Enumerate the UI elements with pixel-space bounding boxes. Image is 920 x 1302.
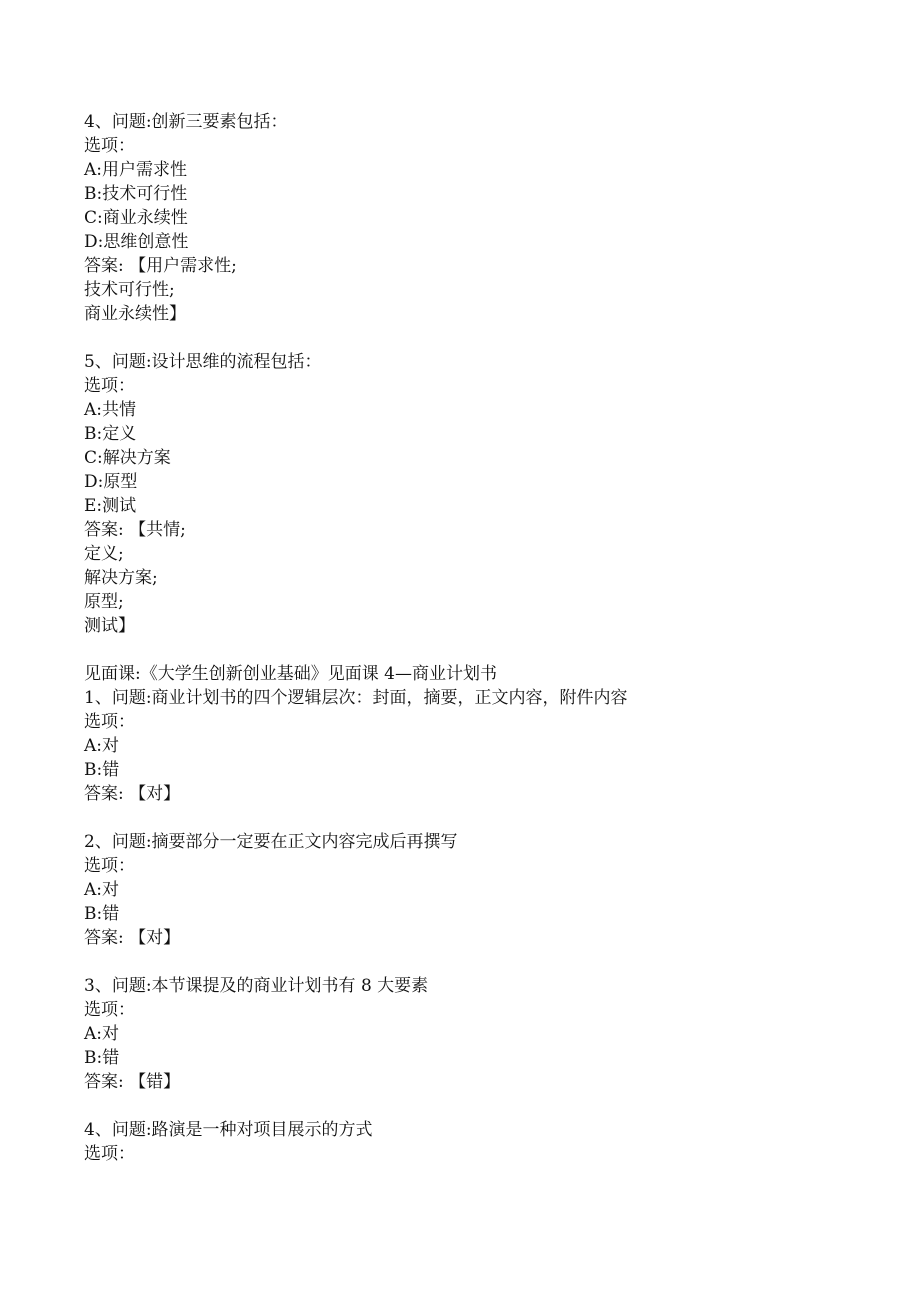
option-a: A:对 xyxy=(84,1024,120,1044)
answer-line: 答案: 【用户需求性; xyxy=(84,256,237,276)
question-4b-title: 4、问题:路演是一种对项目展示的方式 xyxy=(84,1120,373,1140)
answer-line: 答案: 【对】 xyxy=(84,784,181,804)
answer-line: 测试】 xyxy=(84,616,135,636)
option-a: A:共情 xyxy=(84,400,137,420)
option-a: A:对 xyxy=(84,880,120,900)
options-label: 选项： xyxy=(84,136,135,156)
option-b: B:错 xyxy=(84,760,120,780)
question-5-title: 5、问题:设计思维的流程包括： xyxy=(84,352,322,372)
option-b: B:错 xyxy=(84,904,120,924)
answer-line: 商业永续性】 xyxy=(84,304,186,324)
question-4-title: 4、问题:创新三要素包括： xyxy=(84,112,288,132)
answer-line: 原型; xyxy=(84,592,124,612)
option-a: A:用户需求性 xyxy=(84,160,188,180)
option-c: C:商业永续性 xyxy=(84,208,188,228)
answer-line: 解决方案; xyxy=(84,568,158,588)
question-2-title: 2、问题:摘要部分一定要在正文内容完成后再撰写 xyxy=(84,832,458,852)
answer-line: 答案: 【共情; xyxy=(84,520,186,540)
option-b: B:错 xyxy=(84,1048,120,1068)
answer-line: 定义; xyxy=(84,544,124,564)
option-b: B:技术可行性 xyxy=(84,184,188,204)
question-3-title: 3、问题:本节课提及的商业计划书有 8 大要素 xyxy=(84,976,429,996)
section-heading: 见面课:《大学生创新创业基础》见面课 4—商业计划书 xyxy=(84,664,497,684)
options-label: 选项： xyxy=(84,712,135,732)
spacer xyxy=(84,950,884,974)
option-d: D:思维创意性 xyxy=(84,232,189,252)
answer-line: 答案: 【对】 xyxy=(84,928,181,948)
options-label: 选项： xyxy=(84,1000,135,1020)
option-d: D:原型 xyxy=(84,472,138,492)
answer-line: 答案: 【错】 xyxy=(84,1072,181,1092)
spacer xyxy=(84,1094,884,1118)
options-label: 选项： xyxy=(84,376,135,396)
spacer xyxy=(84,806,884,830)
spacer xyxy=(84,638,884,662)
option-a: A:对 xyxy=(84,736,120,756)
question-1-title: 1、问题:商业计划书的四个逻辑层次：封面，摘要，正文内容，附件内容 xyxy=(84,688,628,708)
document-page xyxy=(84,110,884,1166)
spacer xyxy=(84,326,884,350)
options-label: 选项： xyxy=(84,1144,135,1164)
option-e: E:测试 xyxy=(84,496,137,516)
answer-line: 技术可行性; xyxy=(84,280,175,300)
option-b: B:定义 xyxy=(84,424,137,444)
options-label: 选项： xyxy=(84,856,135,876)
option-c: C:解决方案 xyxy=(84,448,171,468)
